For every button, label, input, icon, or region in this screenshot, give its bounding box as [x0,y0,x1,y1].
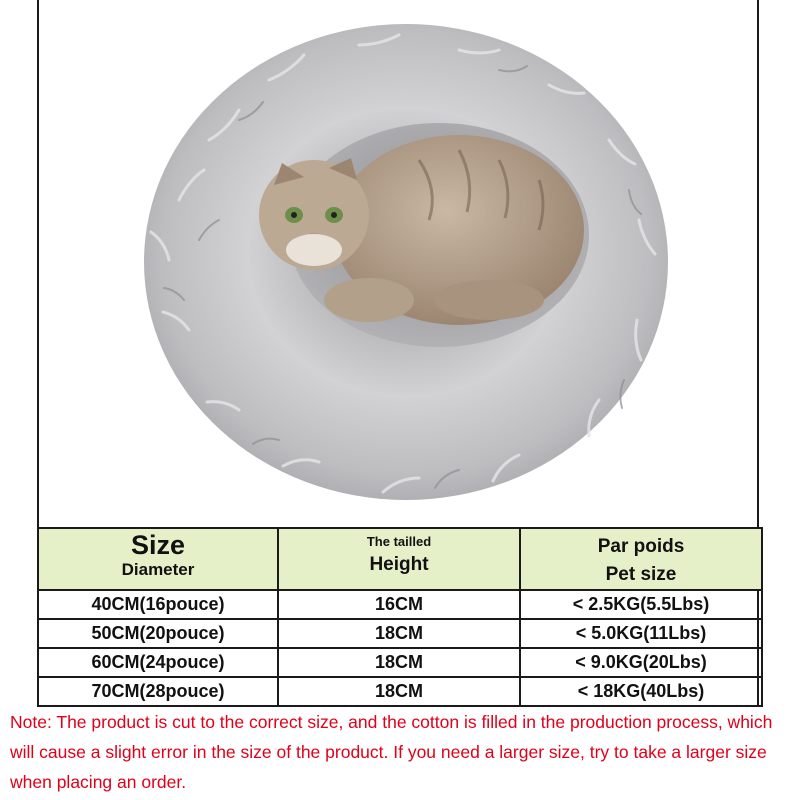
cell-pet-size: < 5.0KG(11Lbs) [520,619,762,648]
header-size-title: Size [130,530,186,560]
cell-height: 18CM [278,648,520,677]
header-height [278,528,520,590]
header-size [38,528,278,590]
table-header-row [38,528,762,590]
cell-height: 16CM [278,590,520,619]
cell-pet-size: < 9.0KG(20Lbs) [520,648,762,677]
table-row [38,677,762,706]
header-pet-size [520,528,762,590]
header-pet-size-line2: Pet size [605,564,677,585]
table-row [38,590,762,619]
cell-diameter: 60CM(24pouce) [38,648,278,677]
cell-diameter: 70CM(28pouce) [38,677,278,706]
size-note: Note: The product is cut to the correct size, and the cotton is filled in the production process, which will cause a slight error in the size of the product. If you need a larger size, try to take a larger size when placing an order. [10,712,773,792]
header-height-small: The tailled [366,534,432,549]
cell-height: 18CM [278,619,520,648]
cell-pet-size: < 18KG(40Lbs) [520,677,762,706]
cell-height: 18CM [278,677,520,706]
product-photo [39,0,759,526]
cell-pet-size: < 2.5KG(5.5Lbs) [520,590,762,619]
cell-diameter: 50CM(20pouce) [38,619,278,648]
table-row [38,619,762,648]
header-pet-size-line1: Par poids [597,536,685,557]
header-size-sub: Diameter [121,560,195,579]
header-height-main: Height [369,554,429,575]
cell-diameter: 40CM(16pouce) [38,590,278,619]
size-table [37,527,763,707]
table-row [38,648,762,677]
